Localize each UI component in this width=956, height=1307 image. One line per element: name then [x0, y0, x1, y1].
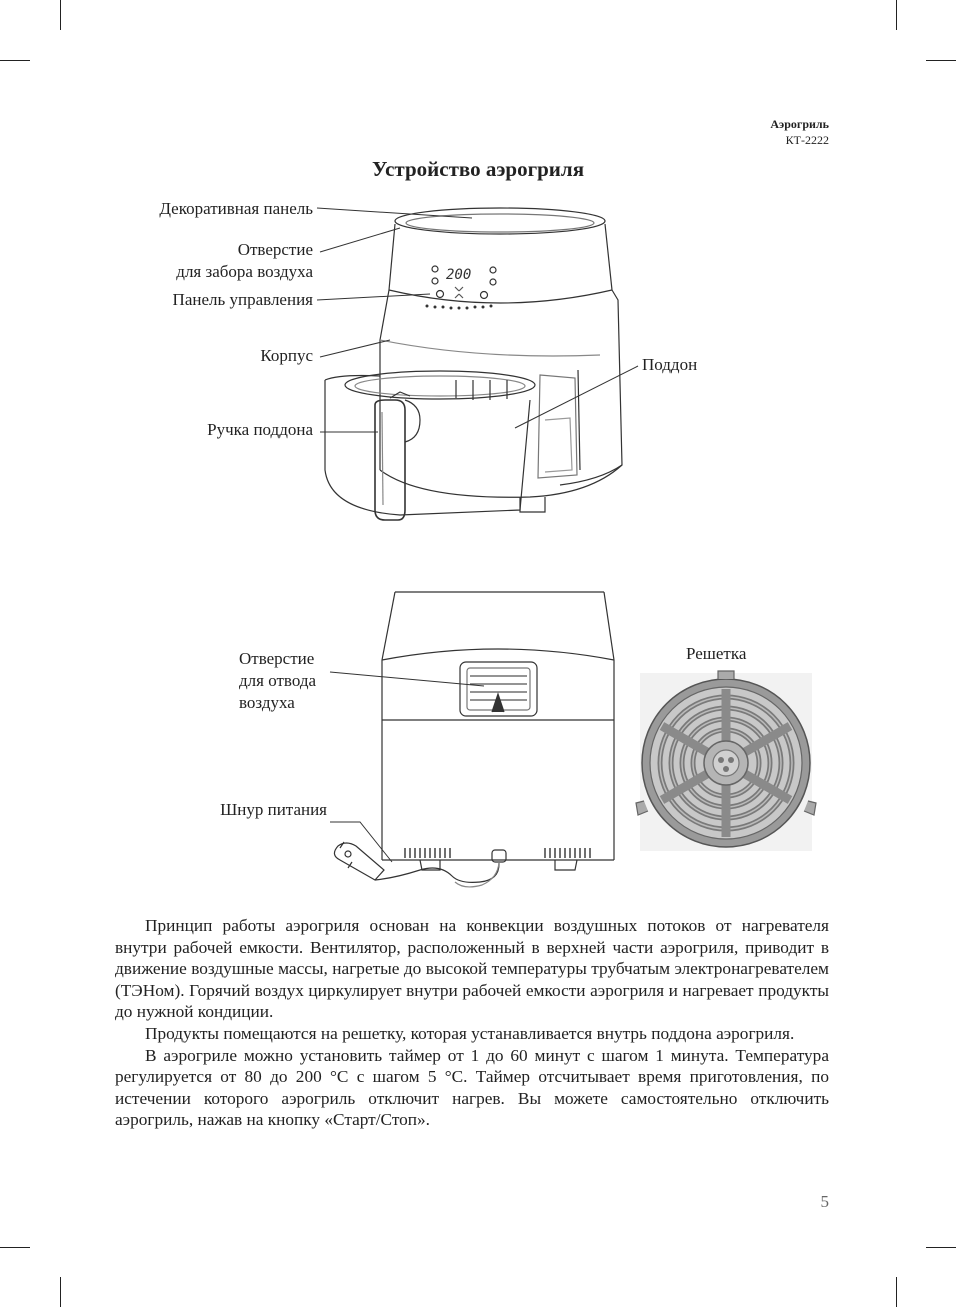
- page-title: Устройство аэрогриля: [371, 157, 585, 181]
- description-text: [115, 915, 829, 1131]
- page-number: 5: [820, 1192, 829, 1211]
- label-tray-handle: Ручка поддона: [207, 420, 313, 439]
- crop-mark: [0, 1247, 30, 1248]
- label-grill: Решетка: [686, 644, 747, 663]
- label-exhaust-line1: Отверстие: [239, 649, 315, 668]
- grill-rack: [636, 671, 816, 851]
- paragraph: В аэрогриле можно установить таймер от 1 до 60 минут с шагом 1 минута. Температура регулируется от 80 до 200 °С с шагом 5 °С. Таймер отсчитывает время приготовления, по истечении которого аэрогриль отключит нагрев. Вы можете самостоятельно отключить аэрогриль, нажав на кнопку «Старт/Стоп».: [115, 1045, 829, 1130]
- paragraph: Продукты помещаются на решетку, которая устанавливается внутрь поддона аэрогриля.: [145, 1023, 795, 1043]
- label-body: Корпус: [260, 346, 313, 365]
- label-exhaust-line3: воздуха: [239, 693, 295, 712]
- label-intake-line2: для забора воздуха: [176, 262, 313, 281]
- label-control-panel: Панель управления: [172, 290, 313, 309]
- label-intake-line1: Отверстие: [237, 240, 313, 259]
- display-readout: 200: [446, 267, 472, 283]
- header-model: КТ-2222: [785, 133, 829, 147]
- label-tray: Поддон: [642, 355, 698, 374]
- crop-mark: [896, 1277, 897, 1307]
- label-power-cord: Шнур питания: [220, 800, 327, 819]
- paragraph: Принцип работы аэрогриля основан на конвекции воздушных потоков от нагревателя внутри рабочей емкости. Вентилятор, расположенный в верхней части аэрогриля, приводит в движение воздушные массы, нагретые до высокой температуры трубчатым электронагревателем (ТЭНом). Горячий воздух циркулирует внутри рабочей емкости аэрогриля и нагревает продукты до нужной кондиции.: [115, 916, 829, 1022]
- label-exhaust-line2: для отвода: [239, 671, 317, 690]
- crop-mark: [60, 1277, 61, 1307]
- airfryer-front-view: [325, 208, 622, 520]
- header-product: Аэрогриль: [770, 117, 829, 131]
- label-decorative-panel: Декоративная панель: [159, 199, 313, 218]
- crop-mark: [926, 1247, 956, 1248]
